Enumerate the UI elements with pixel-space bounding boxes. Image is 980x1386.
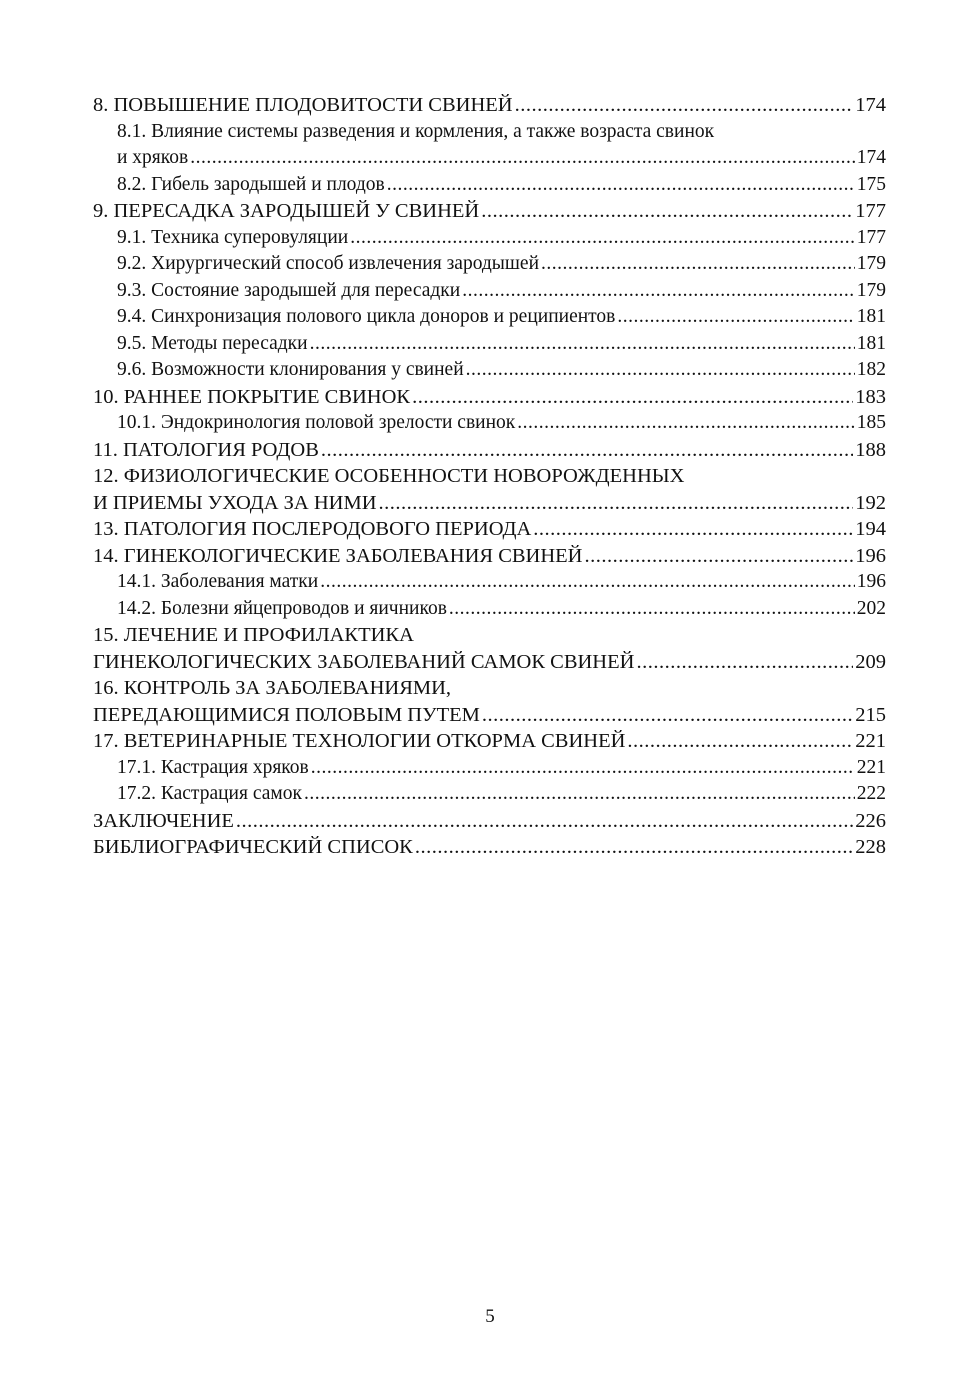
leader-dots bbox=[190, 145, 855, 172]
toc-entry-page: 196 bbox=[855, 544, 886, 567]
toc-entry-page: 175 bbox=[856, 173, 886, 195]
toc-entry-8-1-line2 bbox=[93, 145, 886, 172]
toc-entry-14-2 bbox=[93, 596, 886, 623]
toc-entry-page: 181 bbox=[856, 306, 886, 327]
toc-entry-9 bbox=[93, 198, 886, 225]
toc-entry-page: 179 bbox=[856, 253, 886, 274]
toc-entry-title: и хряков bbox=[117, 147, 189, 168]
toc-entry-page: 188 bbox=[855, 438, 886, 461]
toc-entry-15-line1 bbox=[93, 622, 886, 649]
toc-entry-12-line2 bbox=[93, 490, 886, 517]
toc-entry-title: ЗАКЛЮЧЕНИЕ bbox=[93, 809, 234, 832]
toc-entry-title: 9.1. Техника суперовуляции bbox=[117, 226, 349, 248]
toc-entry-title: 17. ВЕТЕРИНАРНЫЕ ТЕХНОЛОГИИ ОТКОРМА СВИНЕЙ bbox=[93, 730, 626, 752]
toc-entry-17-1 bbox=[93, 755, 886, 782]
toc-entry-title: 9. ПЕРЕСАДКА ЗАРОДЫШЕЙ У СВИНЕЙ bbox=[93, 200, 480, 222]
toc-entry-15-line2 bbox=[93, 649, 886, 676]
toc-entry-page: 182 bbox=[856, 359, 886, 380]
toc-entry-17-2 bbox=[93, 781, 886, 808]
toc-entry-title: ГИНЕКОЛОГИЧЕСКИХ ЗАБОЛЕВАНИЙ САМОК СВИНЕЙ bbox=[93, 650, 635, 673]
toc-entry-page: 202 bbox=[856, 597, 886, 619]
leader-dots bbox=[541, 251, 855, 278]
toc-entry-page: 179 bbox=[856, 279, 886, 301]
toc-entry-9-6 bbox=[93, 357, 886, 384]
toc-entry-8-2 bbox=[93, 172, 886, 199]
toc-entry-title: 17.2. Кастрация самок bbox=[117, 783, 302, 804]
toc-entry-title: 16. КОНТРОЛЬ ЗА ЗАБОЛЕВАНИЯМИ, bbox=[93, 677, 452, 699]
toc-entry-title: БИБЛИОГРАФИЧЕСКИЙ СПИСОК bbox=[93, 836, 413, 858]
toc-entry-title: 9.3. Состояние зародышей для пересадки bbox=[117, 279, 461, 301]
toc-entry-title: 17.1. Кастрация хряков bbox=[117, 756, 309, 778]
leader-dots bbox=[412, 384, 853, 411]
table-of-contents bbox=[93, 92, 886, 861]
toc-entry-page: 181 bbox=[856, 332, 886, 354]
toc-entry-page: 196 bbox=[856, 571, 886, 592]
toc-entry-17 bbox=[93, 728, 886, 755]
toc-entry-title: ПЕРЕДАЮЩИМИСЯ ПОЛОВЫМ ПУТЕМ bbox=[93, 703, 480, 726]
toc-entry-16-line2 bbox=[93, 702, 886, 729]
toc-entry-9-4 bbox=[93, 304, 886, 331]
toc-entry-title: 9.5. Методы пересадки bbox=[117, 332, 308, 354]
leader-dots bbox=[515, 92, 854, 119]
toc-entry-title: 14. ГИНЕКОЛОГИЧЕСКИЕ ЗАБОЛЕВАНИЯ СВИНЕЙ bbox=[93, 544, 583, 567]
leader-dots bbox=[533, 516, 853, 543]
toc-entry-page: 174 bbox=[856, 147, 886, 168]
toc-entry-title: 15. ЛЕЧЕНИЕ И ПРОФИЛАКТИКА bbox=[93, 624, 414, 646]
toc-entry-9-2 bbox=[93, 251, 886, 278]
toc-entry-page: 222 bbox=[856, 783, 886, 804]
toc-entry-title: 14.2. Болезни яйцепроводов и яичников bbox=[117, 597, 447, 619]
toc-entry-page: 183 bbox=[855, 385, 886, 408]
toc-entry-9-1 bbox=[93, 225, 886, 252]
toc-entry-page: 177 bbox=[855, 200, 886, 222]
leader-dots bbox=[387, 172, 855, 199]
leader-dots bbox=[636, 649, 853, 676]
toc-entry-10-1 bbox=[93, 410, 886, 437]
toc-entry-bibliography bbox=[93, 834, 886, 861]
toc-entry-page: 194 bbox=[855, 518, 886, 540]
toc-entry-title: 14.1. Заболевания матки bbox=[117, 571, 319, 592]
leader-dots bbox=[466, 357, 855, 384]
toc-entry-page: 185 bbox=[856, 412, 886, 433]
toc-entry-title: 11. ПАТОЛОГИЯ РОДОВ bbox=[93, 438, 319, 461]
toc-entry-page: 209 bbox=[855, 650, 886, 673]
leader-dots bbox=[350, 225, 855, 252]
leader-dots bbox=[236, 808, 853, 835]
toc-entry-title: И ПРИЕМЫ УХОДА ЗА НИМИ bbox=[93, 491, 377, 514]
toc-entry-page: 192 bbox=[855, 491, 886, 514]
toc-entry-page: 174 bbox=[855, 94, 886, 116]
toc-entry-9-3 bbox=[93, 278, 886, 305]
page-number: 5 bbox=[485, 1306, 495, 1327]
toc-entry-13 bbox=[93, 516, 886, 543]
toc-entry-title: 8.2. Гибель зародышей и плодов bbox=[117, 173, 385, 195]
leader-dots bbox=[517, 410, 854, 437]
leader-dots bbox=[310, 331, 855, 358]
leader-dots bbox=[320, 569, 855, 596]
toc-entry-title: 9.6. Возможности клонирования у свиней bbox=[117, 359, 464, 380]
leader-dots bbox=[321, 437, 853, 464]
toc-entry-12-line1 bbox=[93, 463, 886, 490]
toc-entry-page: 215 bbox=[855, 703, 886, 726]
toc-entry-16-line1 bbox=[93, 675, 886, 702]
toc-entry-conclusion bbox=[93, 808, 886, 835]
toc-entry-title: 10.1. Эндокринология половой зрелости свинок bbox=[117, 412, 516, 433]
toc-entry-title: 8.1. Влияние системы разведения и кормления, а также возраста свинок bbox=[117, 120, 715, 142]
toc-entry-page: 226 bbox=[855, 809, 886, 832]
toc-entry-title: 12. ФИЗИОЛОГИЧЕСКИЕ ОСОБЕННОСТИ НОВОРОЖДЕННЫХ bbox=[93, 465, 685, 487]
leader-dots bbox=[617, 304, 854, 331]
leader-dots bbox=[482, 702, 853, 729]
leader-dots bbox=[304, 781, 855, 808]
leader-dots bbox=[311, 755, 855, 782]
toc-entry-title: 9.2. Хирургический способ извлечения зародышей bbox=[117, 253, 540, 274]
leader-dots bbox=[449, 596, 855, 623]
toc-entry-8 bbox=[93, 92, 886, 119]
toc-entry-title: 10. РАННЕЕ ПОКРЫТИЕ СВИНОК bbox=[93, 385, 411, 408]
toc-entry-9-5 bbox=[93, 331, 886, 358]
leader-dots bbox=[481, 198, 853, 225]
toc-entry-page: 221 bbox=[855, 730, 886, 752]
toc-entry-10 bbox=[93, 384, 886, 411]
leader-dots bbox=[462, 278, 855, 305]
toc-entry-title: 8. ПОВЫШЕНИЕ ПЛОДОВИТОСТИ СВИНЕЙ bbox=[93, 94, 513, 116]
leader-dots bbox=[415, 834, 853, 861]
toc-entry-title: 13. ПАТОЛОГИЯ ПОСЛЕРОДОВОГО ПЕРИОДА bbox=[93, 518, 532, 540]
leader-dots bbox=[584, 543, 853, 570]
toc-entry-14 bbox=[93, 543, 886, 570]
toc-entry-page: 177 bbox=[856, 226, 886, 248]
toc-entry-8-1-line1 bbox=[93, 119, 886, 146]
toc-entry-page: 221 bbox=[856, 756, 886, 778]
toc-entry-11 bbox=[93, 437, 886, 464]
toc-entry-page: 228 bbox=[855, 836, 886, 858]
toc-entry-title: 9.4. Синхронизация полового цикла доноров и реципиентов bbox=[117, 306, 616, 327]
toc-entry-14-1 bbox=[93, 569, 886, 596]
leader-dots bbox=[627, 728, 853, 755]
leader-dots bbox=[379, 490, 854, 517]
